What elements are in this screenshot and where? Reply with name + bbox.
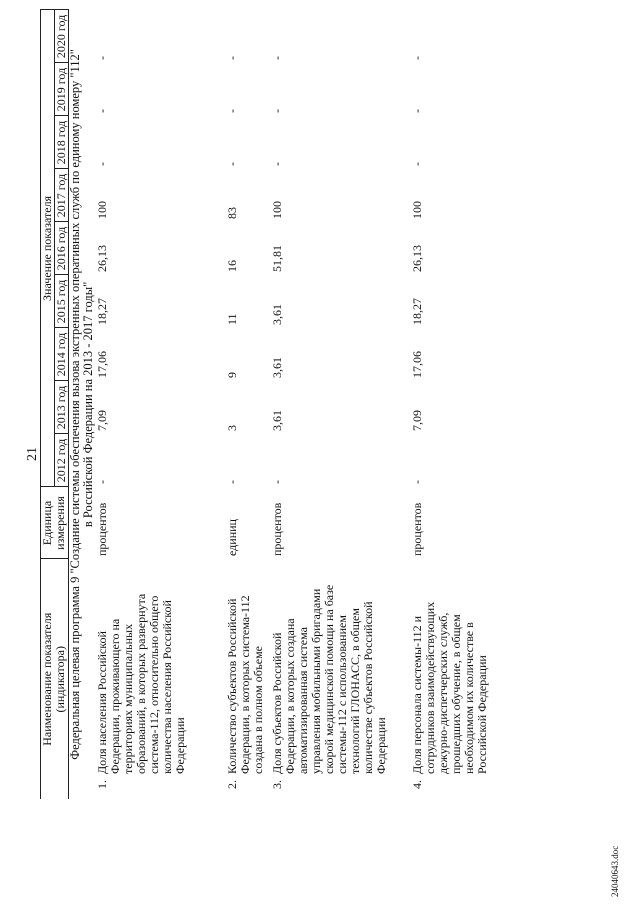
header-values-title: Значение показателя: [41, 10, 55, 487]
value-cell: -: [409, 56, 424, 60]
value-cell: 18,27: [409, 298, 424, 325]
header-name-cell: Наименование показателя (индикатора): [41, 559, 69, 799]
value-cell: 7,09: [94, 410, 109, 431]
value-cell: -: [269, 109, 284, 113]
value-cell: 9: [224, 372, 239, 378]
value-cell: 51,81: [269, 245, 284, 272]
table-row: [226, 10, 271, 799]
value-cell: 3: [224, 425, 239, 431]
indicator-name: Доля субъектов Российской Федерации, в которых создана автоматизированная система управления мобильными бригадами скорой медицинской помощи на базе системы-112 с использованием технологий ГЛОНАСС, в общем количестве субъектов Российской Федерации: [269, 584, 388, 774]
value-cell: -: [94, 480, 109, 484]
value-cell: -: [224, 480, 239, 484]
year-2015: 2015 год: [54, 275, 68, 328]
value-cell: -: [94, 109, 109, 113]
header-unit-cell: Единица измерения: [41, 487, 69, 559]
year-2020: 2020 год: [54, 10, 68, 63]
value-cell: 83: [224, 207, 239, 219]
value-cell: 18,27: [94, 298, 109, 325]
table-row: [411, 10, 506, 799]
value-cell: -: [269, 56, 284, 60]
year-2019: 2019 год: [54, 63, 68, 116]
unit-cell: процентов: [94, 502, 109, 556]
value-cell: 17,06: [94, 351, 109, 378]
header-row-1: [41, 10, 55, 799]
value-cell: 26,13: [409, 245, 424, 272]
value-cell: -: [269, 480, 284, 484]
value-cell: 100: [409, 201, 424, 219]
program-row: [68, 10, 96, 799]
year-2017: 2017 год: [54, 169, 68, 222]
year-2012: 2012 год: [54, 434, 68, 487]
row-number: 2.: [224, 780, 239, 789]
indicator-name: Количество субъектов Российской Федерации, в которых система-112 создана в полном объеме: [224, 595, 265, 774]
table-row: [271, 10, 411, 799]
value-cell: -: [224, 162, 239, 166]
indicator-table: [40, 9, 506, 799]
indicator-name: Доля персонала системы-112 и сотрудников взаимодействующих дежурно-диспетчерских служб, прошедших обучение, в общем необходимом их количестве в Российской Федерации: [409, 601, 489, 774]
unit-cell: единиц: [224, 519, 239, 556]
value-cell: 3,61: [269, 304, 284, 325]
table-row: [96, 10, 226, 799]
value-cell: 11: [224, 313, 239, 325]
indicator-name: Доля населения Российской Федерации, проживающего на территориях муниципальных образований, в которых развернута система-112, относительно общего количества населения Российской Федерации: [94, 593, 187, 774]
value-cell: -: [94, 56, 109, 60]
value-cell: 100: [269, 201, 284, 219]
year-2014: 2014 год: [54, 328, 68, 381]
row-number: 1.: [94, 780, 109, 789]
value-cell: -: [224, 56, 239, 60]
value-cell: -: [224, 109, 239, 113]
page-number: 21: [25, 447, 40, 461]
year-2018: 2018 год: [54, 116, 68, 169]
file-name: 24040643.doc: [610, 845, 620, 897]
row-number: 3.: [269, 780, 284, 789]
value-cell: -: [269, 162, 284, 166]
value-cell: -: [94, 162, 109, 166]
value-cell: 3,61: [269, 410, 284, 431]
year-2016: 2016 год: [54, 222, 68, 275]
row-number: 4.: [409, 780, 424, 789]
value-cell: 7,09: [409, 410, 424, 431]
value-cell: -: [409, 480, 424, 484]
unit-cell: процентов: [409, 502, 424, 556]
program-title: Федеральная целевая программа 9 "Создание системы обеспечения вызова экстренных оперативных служб по единому номеру "112" в Российской Федерации на 2013 - 2017 годы": [67, 49, 96, 760]
value-cell: 100: [94, 201, 109, 219]
unit-cell: процентов: [269, 502, 284, 556]
value-cell: -: [409, 109, 424, 113]
value-cell: 26,13: [94, 245, 109, 272]
value-cell: 17,06: [409, 351, 424, 378]
value-cell: 3,61: [269, 357, 284, 378]
value-cell: 16: [224, 260, 239, 272]
value-cell: -: [409, 162, 424, 166]
year-2013: 2013 год: [54, 381, 68, 434]
